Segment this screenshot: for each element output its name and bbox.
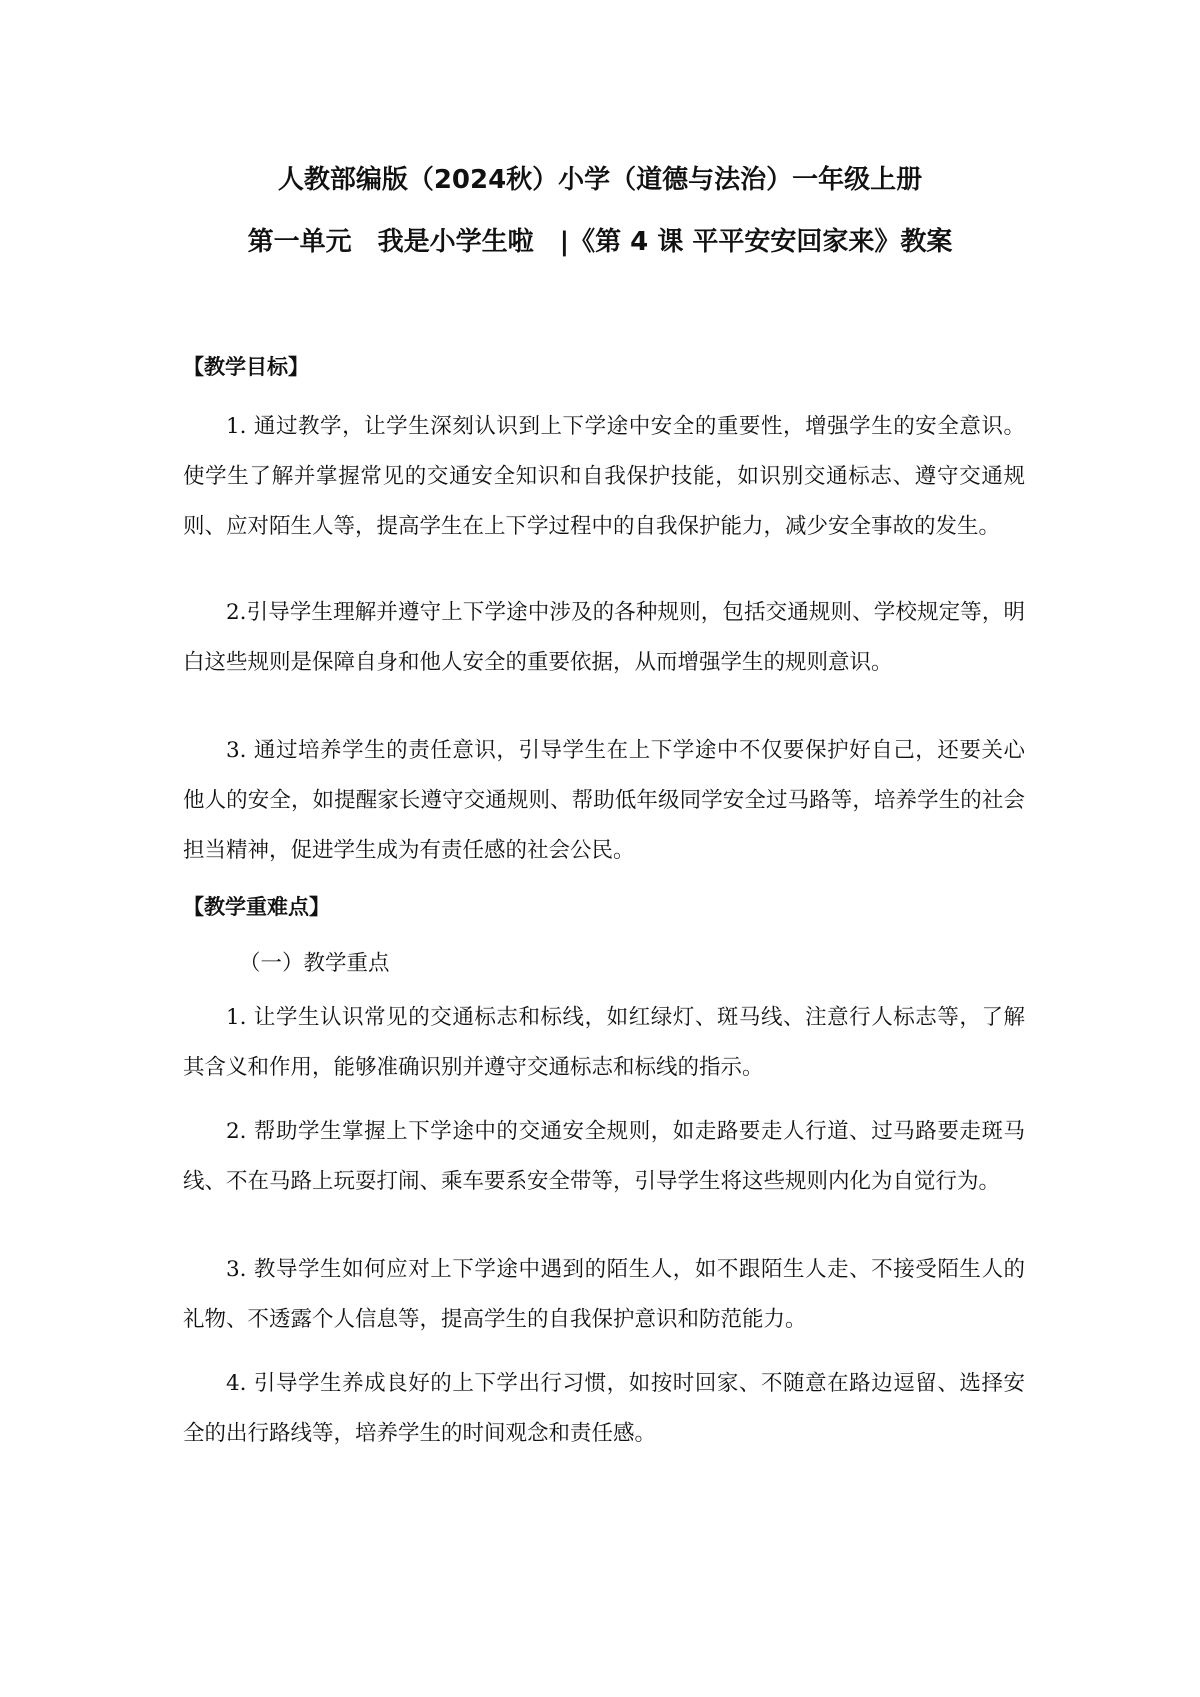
key-point-item-2: 2. 帮助学生掌握上下学途中的交通安全规则，如走路要走人行道、过马路要走斑马线、不在马路上玩耍打闹、乘车要系安全带等，引导学生将这些规则内化为自觉行为。 xyxy=(183,1119,1025,1194)
objective-item-3: 3. 通过培养学生的责任意识，引导学生在上下学途中不仅要保护好自己，还要关心他人的安全，如提醒家长遵守交通规则、帮助低年级同学安全过马路等，培养学生的社会担当精神，促进学生成为有责任感的社会公民。 xyxy=(183,738,1025,863)
section-heading-objectives: 【教学目标】 xyxy=(183,355,309,379)
key-point-item-3: 3. 教导学生如何应对上下学途中遇到的陌生人，如不跟陌生人走、不接受陌生人的礼物、不透露个人信息等，提高学生的自我保护意识和防范能力。 xyxy=(183,1257,1025,1332)
key-point-item-1: 1. 让学生认识常见的交通标志和标线，如红绿灯、斑马线、注意行人标志等，了解其含义和作用，能够准确识别并遵守交通标志和标线的指示。 xyxy=(183,1005,1025,1080)
document-title-line-2: 第一单元 我是小学生啦 |《第 4 课 平平安安回家来》教案 xyxy=(247,227,953,257)
objective-item-2: 2.引导学生理解并遵守上下学途中涉及的各种规则，包括交通规则、学校规定等，明白这些规则是保障自身和他人安全的重要依据，从而增强学生的规则意识。 xyxy=(183,600,1025,675)
key-point-item-4: 4. 引导学生养成良好的上下学出行习惯，如按时回家、不随意在路边逗留、选择安全的出行路线等，培养学生的时间观念和责任感。 xyxy=(183,1371,1025,1446)
subheading-teaching-focus: （一）教学重点 xyxy=(239,951,390,976)
document-title-line-1: 人教部编版（2024秋）小学（道德与法治）一年级上册 xyxy=(277,165,923,195)
section-heading-key-points: 【教学重难点】 xyxy=(183,895,330,919)
objective-item-1: 1. 通过教学，让学生深刻认识到上下学途中安全的重要性，增强学生的安全意识。使学生了解并掌握常见的交通安全知识和自我保护技能，如识别交通标志、遵守交通规则、应对陌生人等，提高学生在上下学过程中的自我保护能力，减少安全事故的发生。 xyxy=(183,414,1025,539)
